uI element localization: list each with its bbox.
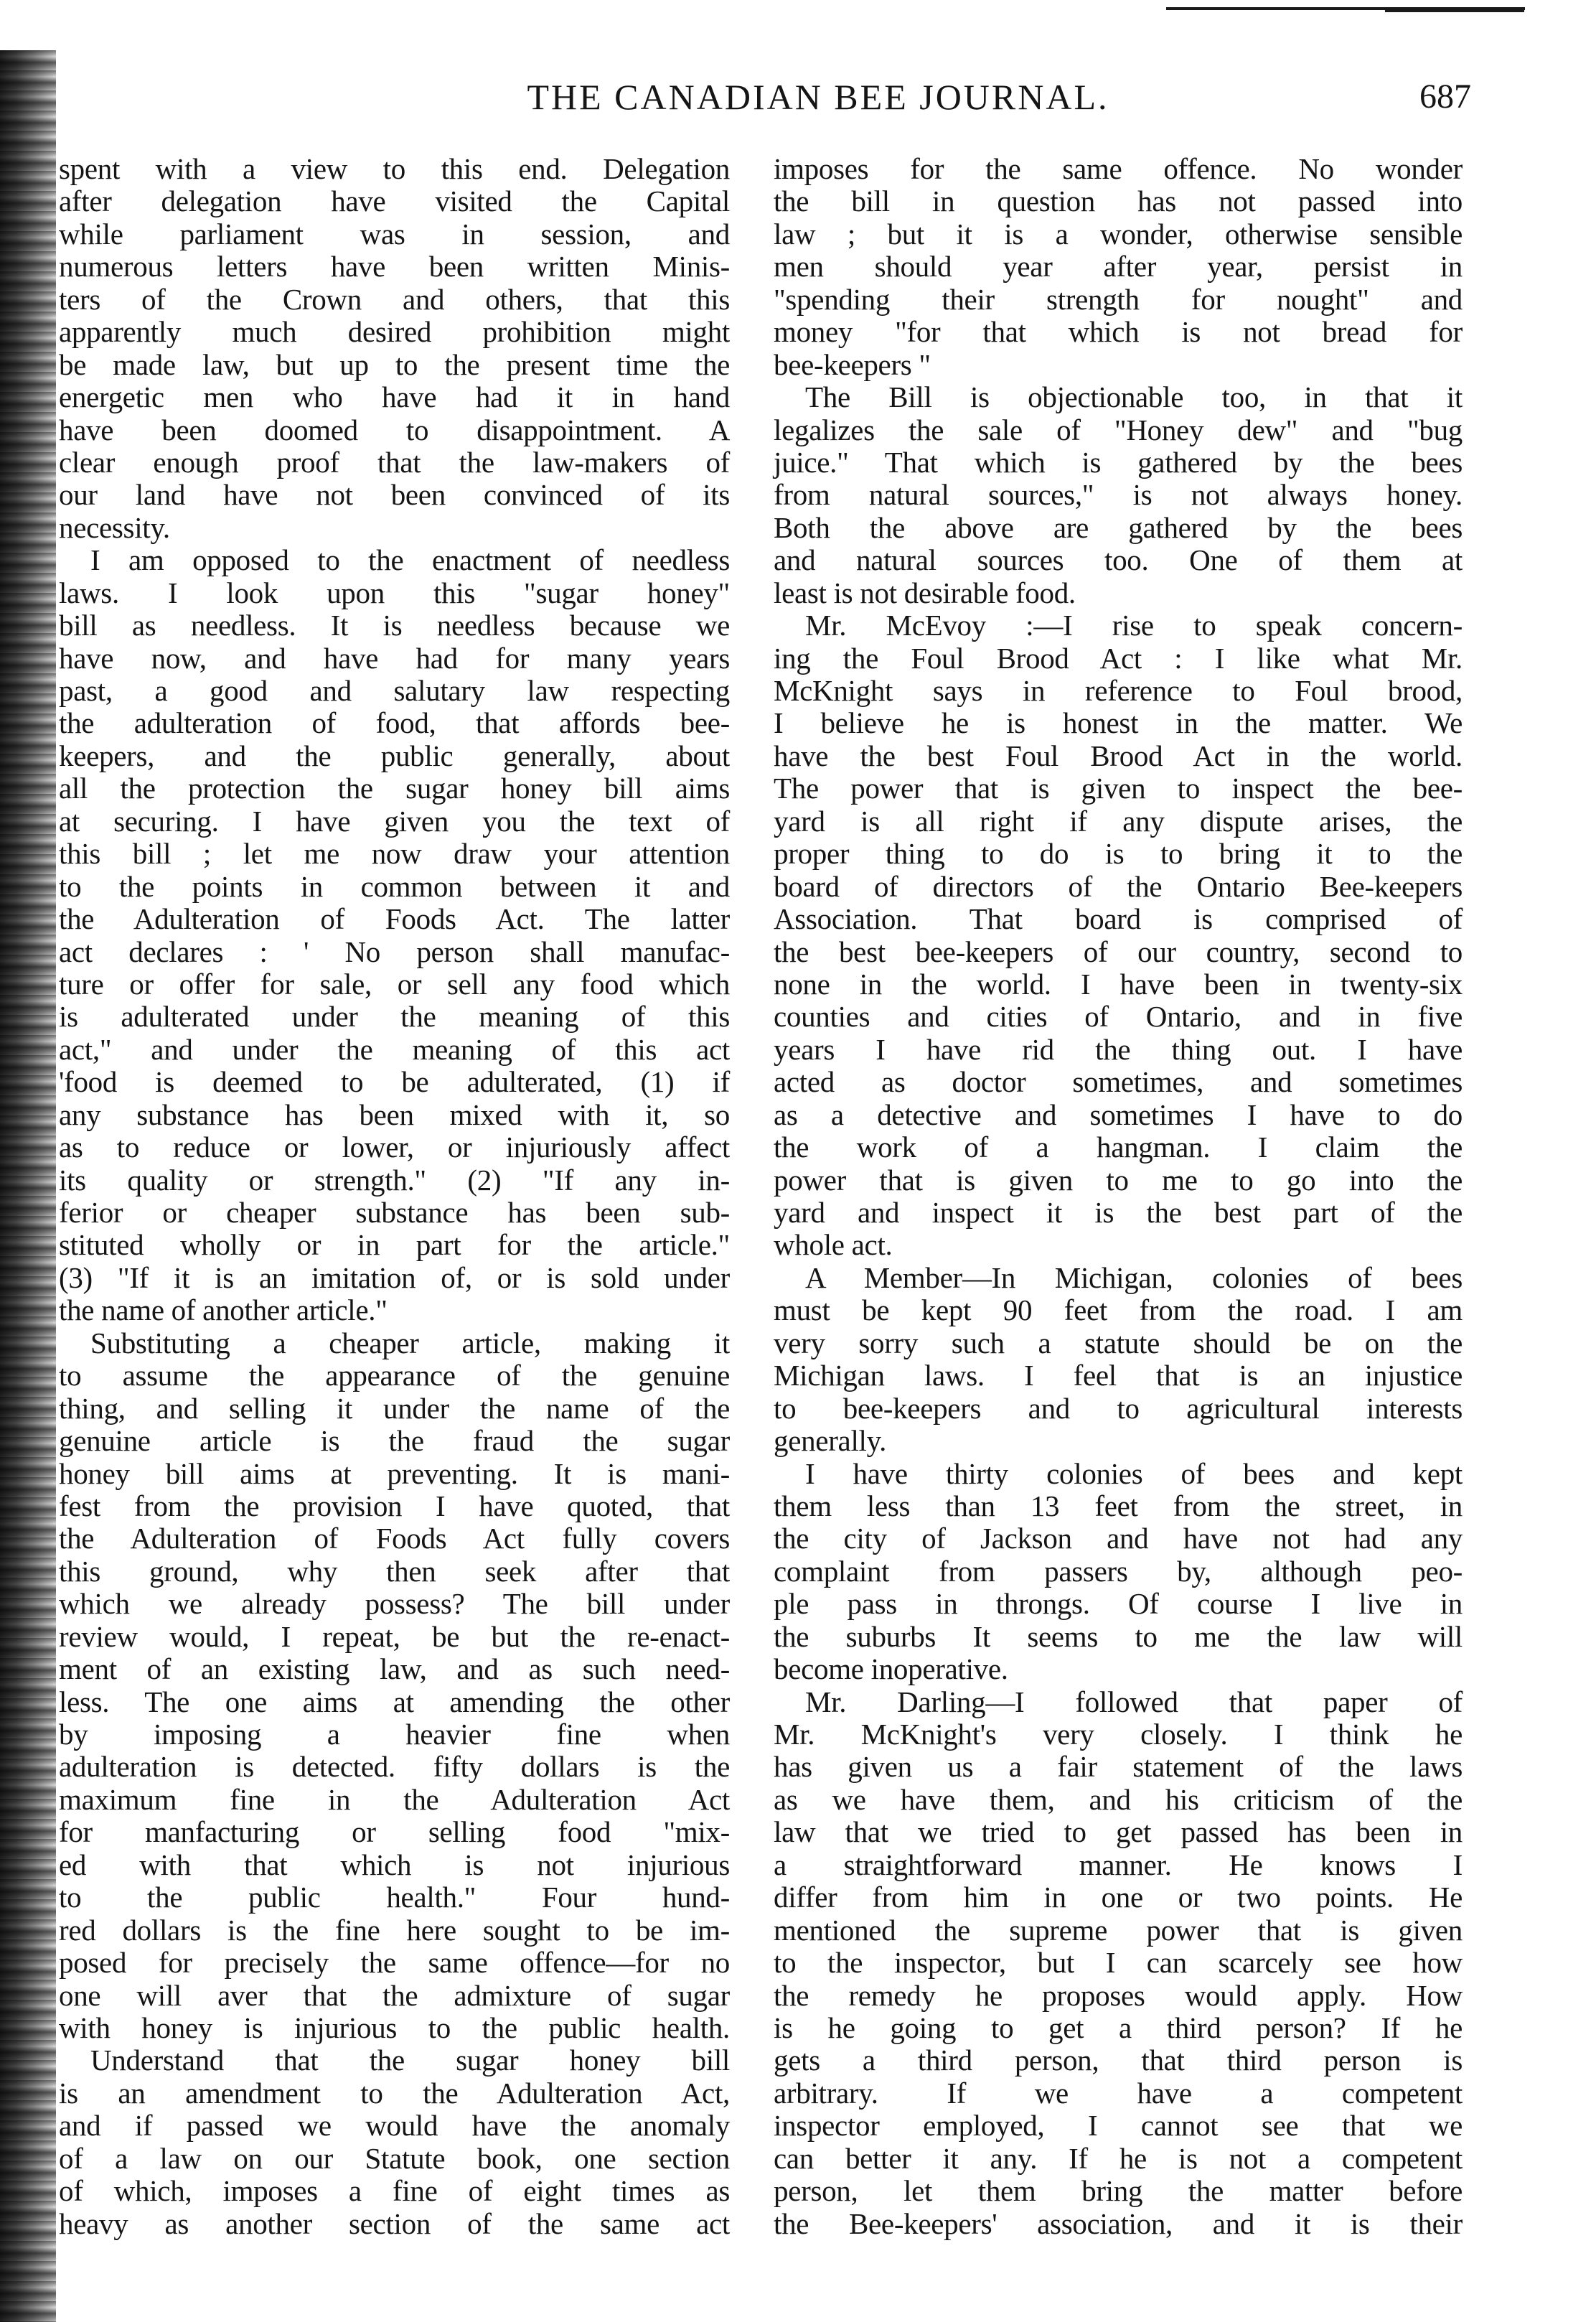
text-line: inspector employed, I cannot see that we xyxy=(774,2109,1463,2143)
text-line: the best bee-keepers of our country, second to xyxy=(774,935,1463,968)
text-line: its quality or strength." (2) "If any in- xyxy=(59,1163,730,1197)
text-line: as to reduce or lower, or injuriously affect xyxy=(59,1130,730,1164)
text-line: any substance has been mixed with it, so xyxy=(59,1097,730,1131)
text-line: is an amendment to the Adulteration Act, xyxy=(59,2076,730,2110)
text-line: money "for that which is not bread for xyxy=(774,315,1463,349)
text-line: whole act. xyxy=(774,1228,893,1262)
text-line: to assume the appearance of the genuine xyxy=(59,1359,730,1392)
text-line: as we have them, and his criticism of the xyxy=(774,1782,1463,1816)
text-line: ture or offer for sale, or sell any food which xyxy=(59,967,730,1001)
text-line: clear enough proof that the law-makers of xyxy=(59,445,730,479)
text-line: (3) "If it is an imitation of, or is sold under xyxy=(59,1260,730,1294)
right-column xyxy=(774,153,1463,2240)
text-line: laws. I look upon this "sugar honey" xyxy=(59,576,730,609)
text-line: become inoperative. xyxy=(774,1652,1008,1686)
text-line: adulteration is detected. fifty dollars is the xyxy=(59,1750,730,1784)
text-line: this bill ; let me now draw your attention xyxy=(59,837,730,871)
text-line: must be kept 90 feet from the road. I am xyxy=(774,1293,1463,1327)
text-line: arbitrary. If we have a competent xyxy=(774,2076,1463,2110)
text-line: gets a third person, that third person is xyxy=(774,2044,1463,2077)
text-line: 'food is deemed to be adulterated, (1) if xyxy=(59,1065,730,1099)
text-line: the name of another article." xyxy=(59,1293,388,1327)
text-line: Michigan laws. I feel that is an injustice xyxy=(774,1359,1463,1392)
text-line: be made law, but up to the present time the xyxy=(59,347,730,381)
text-line: law that we tried to get passed has been in xyxy=(774,1815,1463,1849)
text-line: have the best Foul Brood Act in the world. xyxy=(774,739,1463,772)
text-line: spent with a view to this end. Delegation xyxy=(59,152,730,185)
top-rule-accent xyxy=(1385,10,1524,12)
text-line: legalizes the sale of "Honey dew" and "bug xyxy=(774,413,1463,446)
text-line: McKnight says in reference to Foul brood, xyxy=(774,674,1463,707)
text-line: the adulteration of food, that affords bee- xyxy=(59,706,730,740)
text-line: fest from the provision I have quoted, that xyxy=(59,1489,730,1522)
text-line: law ; but it is a wonder, otherwise sensible xyxy=(774,217,1463,251)
text-line: have been doomed to disappointment. A xyxy=(59,413,730,446)
text-line: yard and inspect it is the best part of the xyxy=(774,1196,1463,1229)
text-line: I believe he is honest in the matter. We xyxy=(774,706,1463,740)
text-line: necessity. xyxy=(59,510,170,544)
text-line: counties and cities of Ontario, and in five xyxy=(774,1000,1463,1034)
text-line: one will aver that the admixture of sugar xyxy=(59,1978,730,2012)
text-line: act declares : ' No person shall manufac- xyxy=(59,935,730,968)
text-line: Mr. McEvoy :—I rise to speak concern- xyxy=(805,609,1463,642)
text-line: our land have not been convinced of its xyxy=(59,478,730,512)
text-line: numerous letters have been written Minis- xyxy=(59,250,730,284)
text-line: review would, I repeat, be but the re-enact- xyxy=(59,1619,730,1653)
text-line: the suburbs It seems to me the law will xyxy=(774,1619,1463,1653)
text-line: to the public health." Four hund- xyxy=(59,1881,730,1914)
text-line: of a law on our Statute book, one section xyxy=(59,2141,730,2175)
text-line: none in the world. I have been in twenty-six xyxy=(774,967,1463,1001)
text-line: the city of Jackson and have not had any xyxy=(774,1522,1463,1555)
text-line: ment of an existing law, and as such need- xyxy=(59,1652,730,1686)
text-line: is adulterated under the meaning of this xyxy=(59,1000,730,1034)
text-line: from natural sources," is not always honey. xyxy=(774,478,1463,512)
text-line: them less than 13 feet from the street, in xyxy=(774,1489,1463,1522)
text-line: generally. xyxy=(774,1424,887,1458)
text-line: all the protection the sugar honey bill aims xyxy=(59,772,730,805)
text-line: of which, imposes a fine of eight times as xyxy=(59,2174,730,2208)
text-line: ed with that which is not injurious xyxy=(59,1848,730,1881)
text-line: ing the Foul Brood Act : I like what Mr. xyxy=(774,641,1463,675)
text-line: at securing. I have given you the text of xyxy=(59,804,730,838)
text-line: years I have rid the thing out. I have xyxy=(774,1032,1463,1066)
text-line: least is not desirable food. xyxy=(774,576,1076,609)
text-line: ferior or cheaper substance has been sub- xyxy=(59,1196,730,1229)
text-line: maximum fine in the Adulteration Act xyxy=(59,1782,730,1816)
text-line: very sorry such a statute should be on the xyxy=(774,1326,1463,1359)
text-line: by imposing a heavier fine when xyxy=(59,1718,730,1751)
text-line: and if passed we would have the anomaly xyxy=(59,2109,730,2143)
text-line: the work of a hangman. I claim the xyxy=(774,1130,1463,1164)
text-line: the bill in question has not passed into xyxy=(774,184,1463,218)
binding-edge xyxy=(0,50,56,2322)
text-line: red dollars is the fine here sought to be im- xyxy=(59,1913,730,1947)
text-line: ple pass in throngs. Of course I live in xyxy=(774,1587,1463,1621)
text-line: with honey is injurious to the public health. xyxy=(59,2010,730,2044)
text-line: genuine article is the fraud the sugar xyxy=(59,1424,730,1458)
text-line: thing, and selling it under the name of the xyxy=(59,1391,730,1425)
text-line: the Adulteration of Foods Act. The latter xyxy=(59,902,730,936)
text-line: Association. That board is comprised of xyxy=(774,902,1463,936)
left-column xyxy=(59,153,730,2240)
text-line: honey bill aims at preventing. It is mani- xyxy=(59,1456,730,1490)
text-line: The power that is given to inspect the bee- xyxy=(774,772,1463,805)
text-line: past, a good and salutary law respecting xyxy=(59,674,730,707)
text-line: I have thirty colonies of bees and kept xyxy=(805,1456,1463,1490)
text-line: and natural sources too. One of them at xyxy=(774,543,1463,577)
text-line: while parliament was in session, and xyxy=(59,217,730,251)
text-line: acted as doctor sometimes, and sometimes xyxy=(774,1065,1463,1099)
text-line: this ground, why then seek after that xyxy=(59,1554,730,1588)
text-line: act," and under the meaning of this act xyxy=(59,1032,730,1066)
text-line: Both the above are gathered by the bees xyxy=(774,510,1463,544)
text-line: The Bill is objectionable too, in that it xyxy=(805,380,1463,414)
text-line: bee-keepers " xyxy=(774,347,931,381)
text-line: the remedy he proposes would apply. How xyxy=(774,1978,1463,2012)
text-line: the Bee-keepers' association, and it is their xyxy=(774,2206,1463,2240)
text-line: "spending their strength for nought" and xyxy=(774,282,1463,316)
text-line: apparently much desired prohibition might xyxy=(59,315,730,349)
text-line: person, let them bring the matter before xyxy=(774,2174,1463,2208)
page-number: 687 xyxy=(1419,78,1471,116)
text-line: energetic men who have had it in hand xyxy=(59,380,730,414)
text-line: for manfacturing or selling food "mix- xyxy=(59,1815,730,1849)
text-line: complaint from passers by, although peo- xyxy=(774,1554,1463,1588)
text-line: is he going to get a third person? If he xyxy=(774,2010,1463,2044)
text-line: has given us a fair statement of the laws xyxy=(774,1750,1463,1784)
text-line: bill as needless. It is needless because we xyxy=(59,609,730,642)
text-line: less. The one aims at amending the other xyxy=(59,1685,730,1718)
text-line: mentioned the supreme power that is given xyxy=(774,1913,1463,1947)
text-line: after delegation have visited the Capital xyxy=(59,184,730,218)
text-line: juice." That which is gathered by the bees xyxy=(774,445,1463,479)
text-line: keepers, and the public generally, about xyxy=(59,739,730,772)
text-line: Understand that the sugar honey bill xyxy=(90,2044,730,2077)
text-line: to bee-keepers and to agricultural interests xyxy=(774,1391,1463,1425)
text-line: can better it any. If he is not a competent xyxy=(774,2141,1463,2175)
text-line: A Member—In Michigan, colonies of bees xyxy=(805,1260,1463,1294)
text-line: the Adulteration of Foods Act fully covers xyxy=(59,1522,730,1555)
text-line: board of directors of the Ontario Bee-keepers xyxy=(774,869,1463,903)
text-line: Substituting a cheaper article, making it xyxy=(90,1326,730,1359)
text-line: which we already possess? The bill under xyxy=(59,1587,730,1621)
text-line: Mr. McKnight's very closely. I think he xyxy=(774,1718,1463,1751)
text-line: imposes for the same offence. No wonder xyxy=(774,152,1463,185)
text-line: as a detective and sometimes I have to do xyxy=(774,1097,1463,1131)
text-line: I am opposed to the enactment of needless xyxy=(90,543,730,577)
text-line: to the points in common between it and xyxy=(59,869,730,903)
text-line: stituted wholly or in part for the article." xyxy=(59,1228,730,1262)
page-header xyxy=(65,72,1471,122)
text-line: a straightforward manner. He knows I xyxy=(774,1848,1463,1881)
text-line: posed for precisely the same offence—for no xyxy=(59,1946,730,1980)
text-line: power that is given to me to go into the xyxy=(774,1163,1463,1197)
text-line: yard is all right if any dispute arises, the xyxy=(774,804,1463,838)
text-line: Mr. Darling—I followed that paper of xyxy=(805,1685,1463,1718)
text-line: differ from him in one or two points. He xyxy=(774,1881,1463,1914)
text-line: have now, and have had for many years xyxy=(59,641,730,675)
running-title: THE CANADIAN BEE JOURNAL. xyxy=(527,77,1109,117)
text-line: heavy as another section of the same act xyxy=(59,2206,730,2240)
text-line: proper thing to do is to bring it to the xyxy=(774,837,1463,871)
text-line: men should year after year, persist in xyxy=(774,250,1463,284)
text-line: ters of the Crown and others, that this xyxy=(59,282,730,316)
text-line: to the inspector, but I can scarcely see how xyxy=(774,1946,1463,1980)
